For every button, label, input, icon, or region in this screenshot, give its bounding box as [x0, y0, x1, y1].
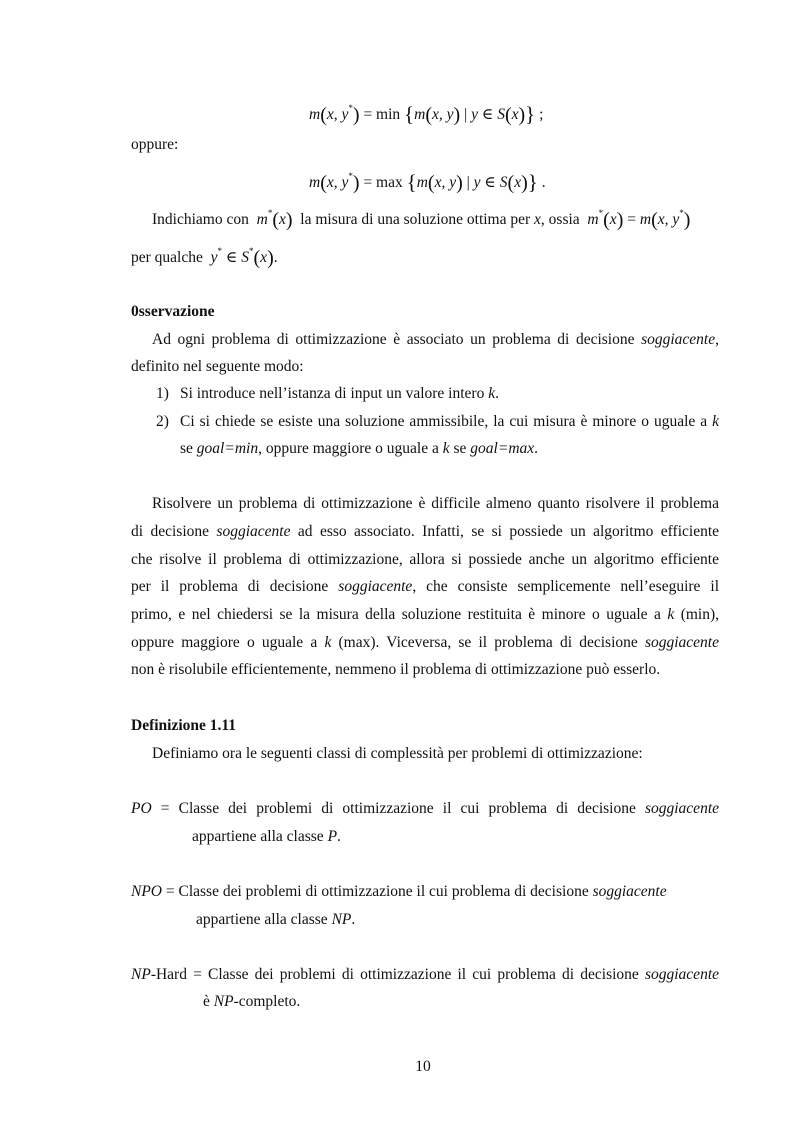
- list-item-2-line2: se goal=min, oppure maggiore o uguale a k se goal=max.: [180, 440, 539, 457]
- definizione-heading: Definizione 1.11: [131, 717, 237, 734]
- nphard-definition-line1: NP-Hard = Classe dei problemi di ottimizzazione il cui problema di decisione soggiacente: [131, 966, 720, 983]
- po-definition-line2: appartiene alla classe P.: [192, 828, 341, 845]
- list-item-2-line1: Ci si chiede se esiste una soluzione ammissibile, la cui misura è minore o uguale a k: [180, 413, 719, 430]
- osservazione-heading: 0sservazione: [131, 303, 215, 320]
- page-number: 10: [415, 1058, 431, 1075]
- paragraph-line-7: non è risolubile efficientemente, nemmeno il problema di ottimizzazione può esserlo.: [131, 661, 661, 678]
- paragraph-line-2: di decisione soggiacente ad esso associato. Infatti, se si possiede un algoritmo efficiente: [131, 523, 720, 540]
- indichiamo-line: Indichiamo con m*(x) la misura di una soluzione ottima per x, ossia m*(x) = m(x, y*): [152, 208, 691, 231]
- po-definition-line1: PO = Classe dei problemi di ottimizzazione il cui problema di decisione soggiacente: [131, 800, 720, 817]
- nphard-definition-line2: è NP-completo.: [203, 993, 301, 1010]
- paragraph-line-1: Risolvere un problema di ottimizzazione è difficile almeno quanto risolvere il problema: [152, 495, 719, 512]
- osservazione-line2: definito nel seguente modo:: [131, 358, 304, 375]
- definizione-intro: Definiamo ora le seguenti classi di complessità per problemi di ottimizzazione:: [152, 745, 643, 762]
- list-item-1-number: 1): [156, 385, 169, 402]
- formula-max: m(x, y*) = max {m(x, y) | y ∈ S(x)} .: [309, 170, 546, 194]
- npo-definition-line1: NPO = Classe dei problemi di ottimizzazione il cui problema di decisione soggiacente: [131, 883, 667, 900]
- list-item-2-number: 2): [156, 413, 169, 430]
- per-qualche-line: per qualche y* ∈ S*(x).: [131, 246, 278, 269]
- paragraph-line-5: primo, e nel chiedersi se la misura della soluzione restituita è minore o uguale a k (min),: [131, 606, 720, 623]
- list-item-1: Si introduce nell’istanza di input un valore intero k.: [180, 385, 499, 402]
- paragraph-line-4: per il problema di decisione soggiacente, che consiste semplicemente nell’eseguire il: [131, 578, 720, 595]
- formula-min: m(x, y*) = min {m(x, y) | y ∈ S(x)} ;: [309, 102, 544, 126]
- paragraph-line-3: che risolve il problema di ottimizzazione, allora si possiede anche un algoritmo efficiente: [131, 551, 719, 568]
- npo-definition-line2: appartiene alla classe NP.: [196, 911, 356, 928]
- oppure-text: oppure:: [131, 136, 179, 153]
- paragraph-line-6: oppure maggiore o uguale a k (max). Viceversa, se il problema di decisione soggiacente: [131, 634, 719, 651]
- osservazione-line1: Ad ogni problema di ottimizzazione è associato un problema di decisione soggiacente,: [152, 331, 719, 348]
